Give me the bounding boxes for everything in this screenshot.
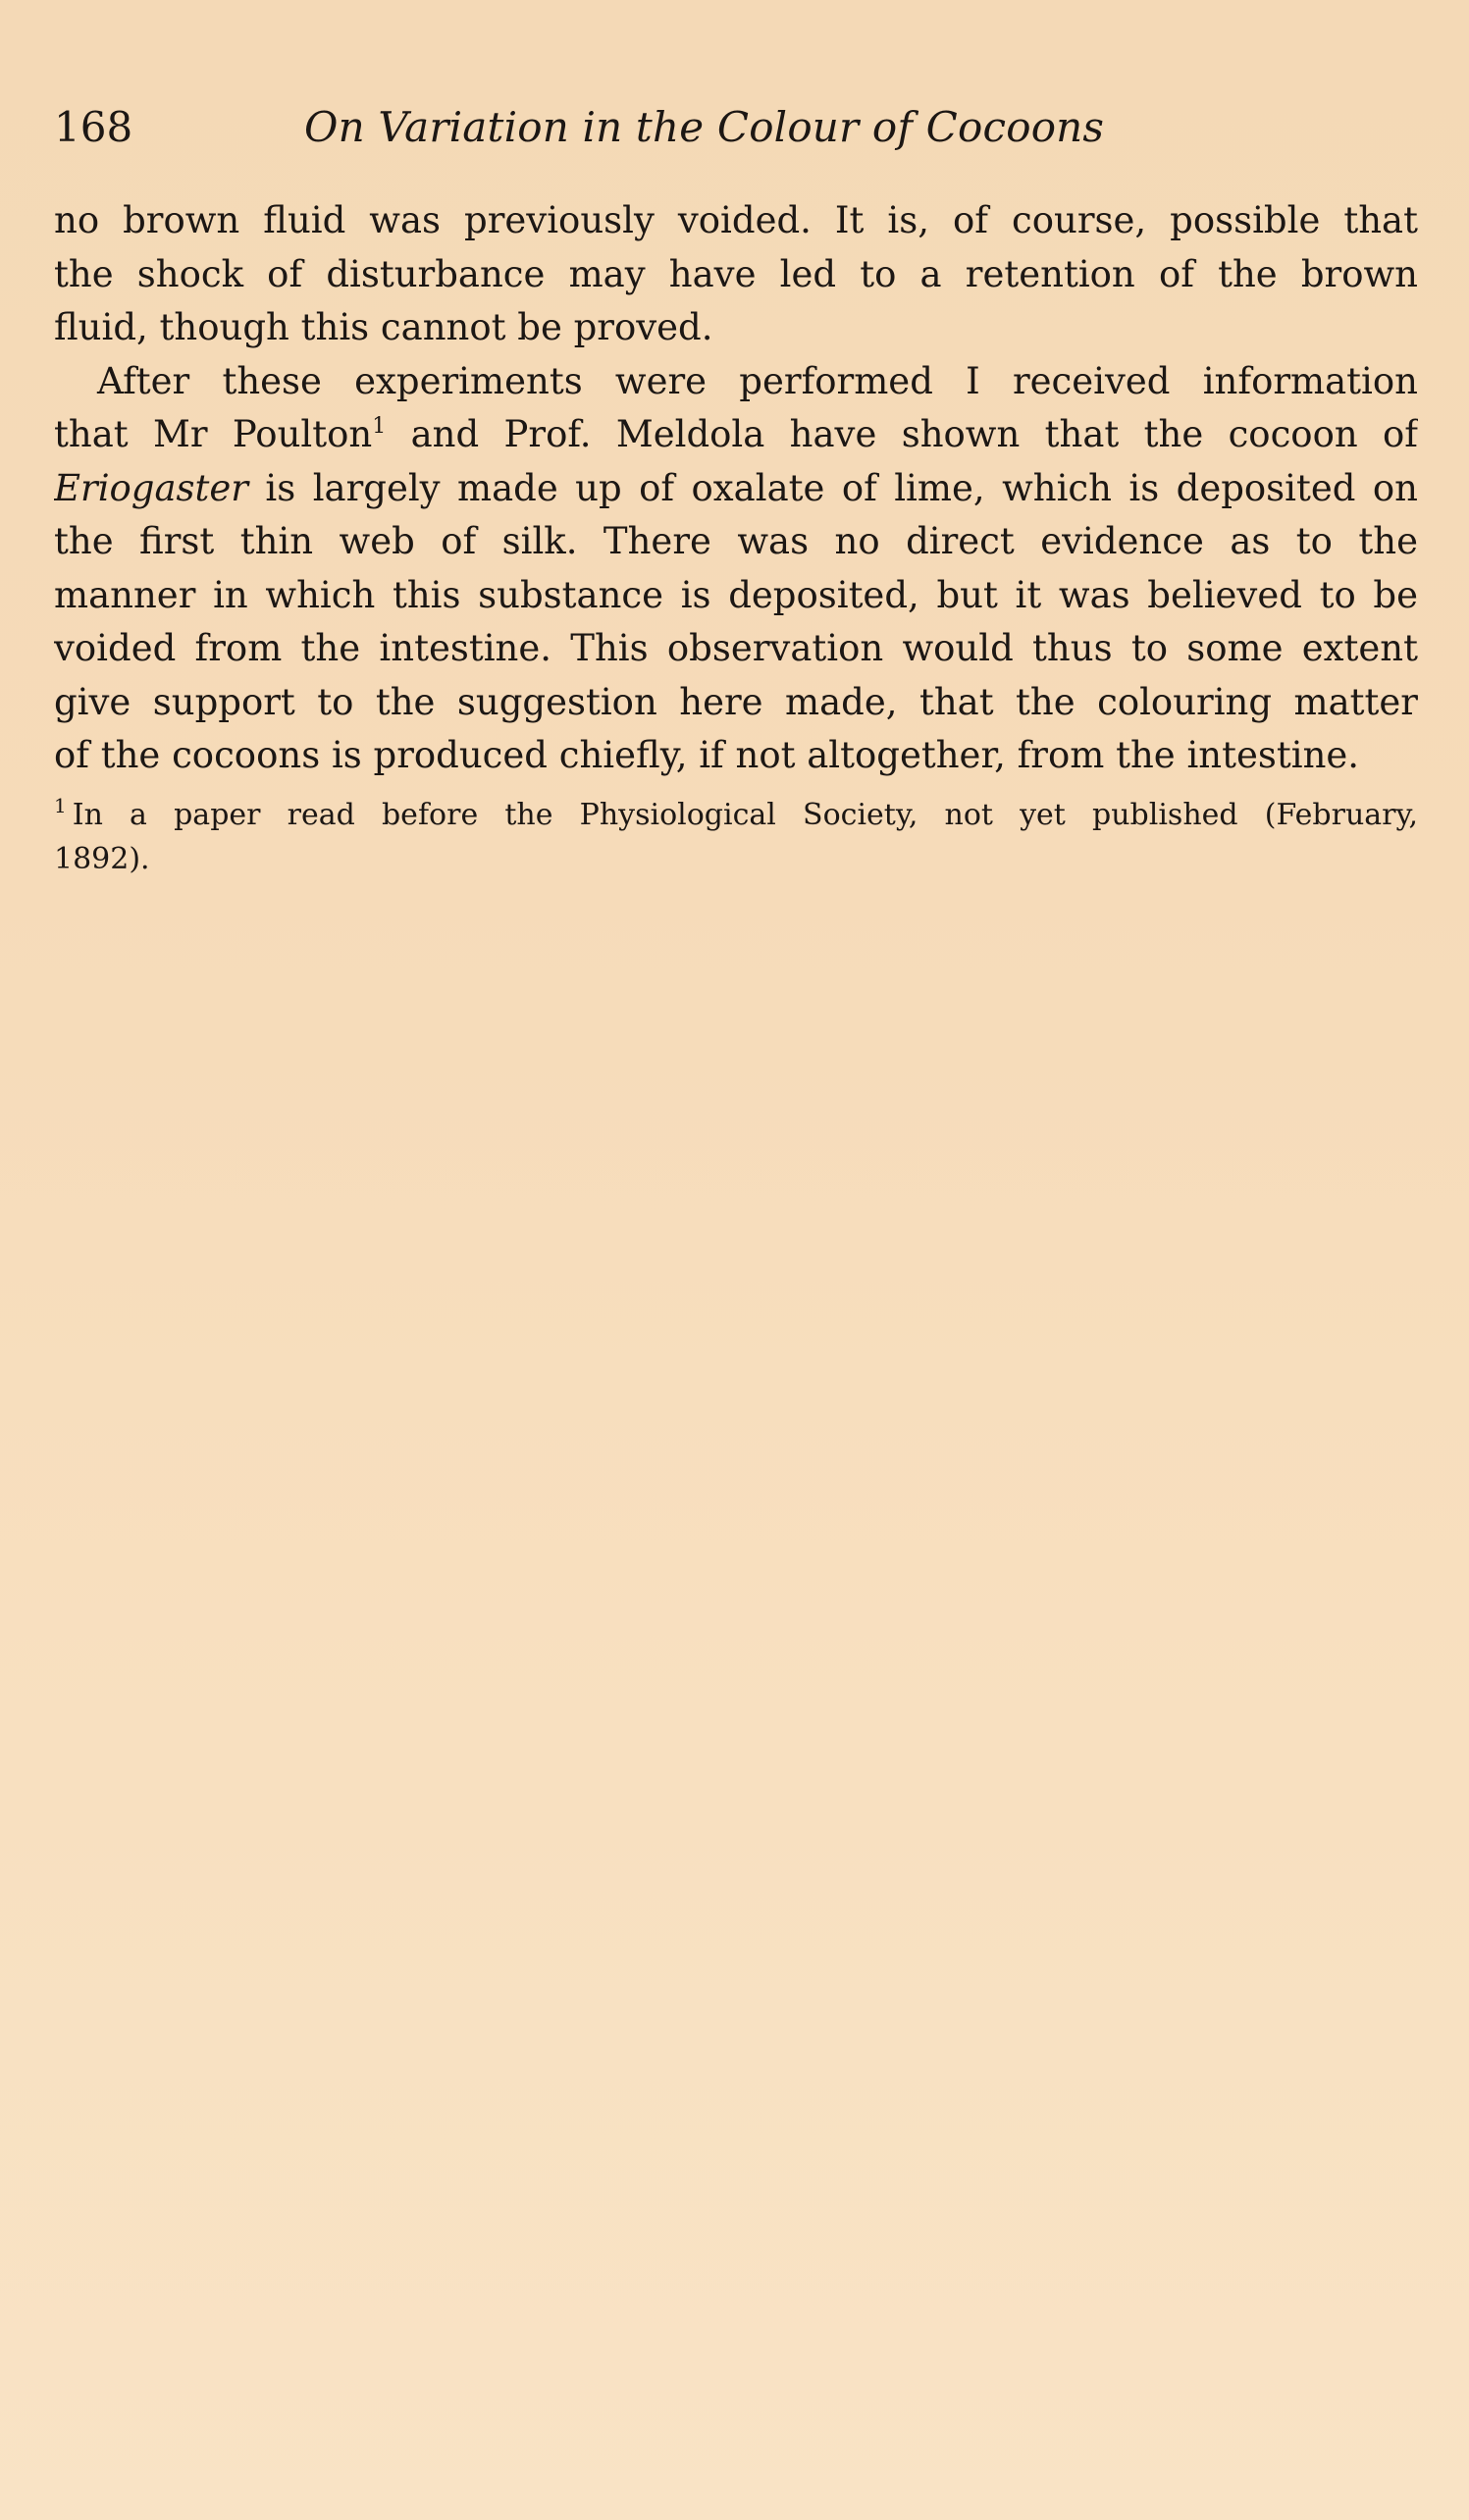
running-title: On Variation in the Colour of Cocoons <box>304 103 1105 151</box>
paragraph-2 <box>54 355 1418 783</box>
text-line: the shock of disturbance may have led to a retention of the brown <box>54 252 1418 295</box>
footnote-line: 1892). <box>54 842 150 876</box>
paragraph-1 <box>54 194 1418 355</box>
footnote-reference[interactable]: 1 <box>372 414 387 439</box>
footnote-line <box>54 793 1418 837</box>
text-segment: is largely made up of oxalate of lime, which is deposited on <box>248 466 1418 509</box>
text-line: give support to the suggestion here made, that the colouring matter <box>54 680 1418 723</box>
text-line: no brown fluid was previously voided. It is, of course, possible that <box>54 199 1418 241</box>
text-line: voided from the intestine. This observation would thus to some extent <box>54 627 1418 669</box>
footnote-marker: 1 <box>54 794 67 817</box>
text-line-with-footnote-ref <box>54 408 1418 462</box>
text-line <box>54 462 1418 516</box>
text-line: manner in which this substance is deposited, but it was believed to be <box>54 573 1418 616</box>
text-line: of the cocoons is produced chiefly, if not altogether, from the intestine. <box>54 734 1360 776</box>
page-number: 168 <box>54 103 133 151</box>
body-text <box>54 194 1418 783</box>
text-line: After these experiments were performed I received information <box>97 359 1418 402</box>
running-head <box>54 96 1418 165</box>
italic-genus-name: Eriogaster <box>54 466 248 509</box>
footnote <box>54 793 1418 881</box>
text-line: fluid, though this cannot be proved. <box>54 306 713 348</box>
text-segment: that Mr Poulton <box>54 413 373 455</box>
text-line: the first thin web of silk. There was no direct evidence as to the <box>54 520 1418 562</box>
footnote-text: In a paper read before the Physiological Society, not yet published (February, <box>72 798 1418 832</box>
text-segment: and Prof. Meldola have shown that the cocoon of <box>386 413 1418 455</box>
